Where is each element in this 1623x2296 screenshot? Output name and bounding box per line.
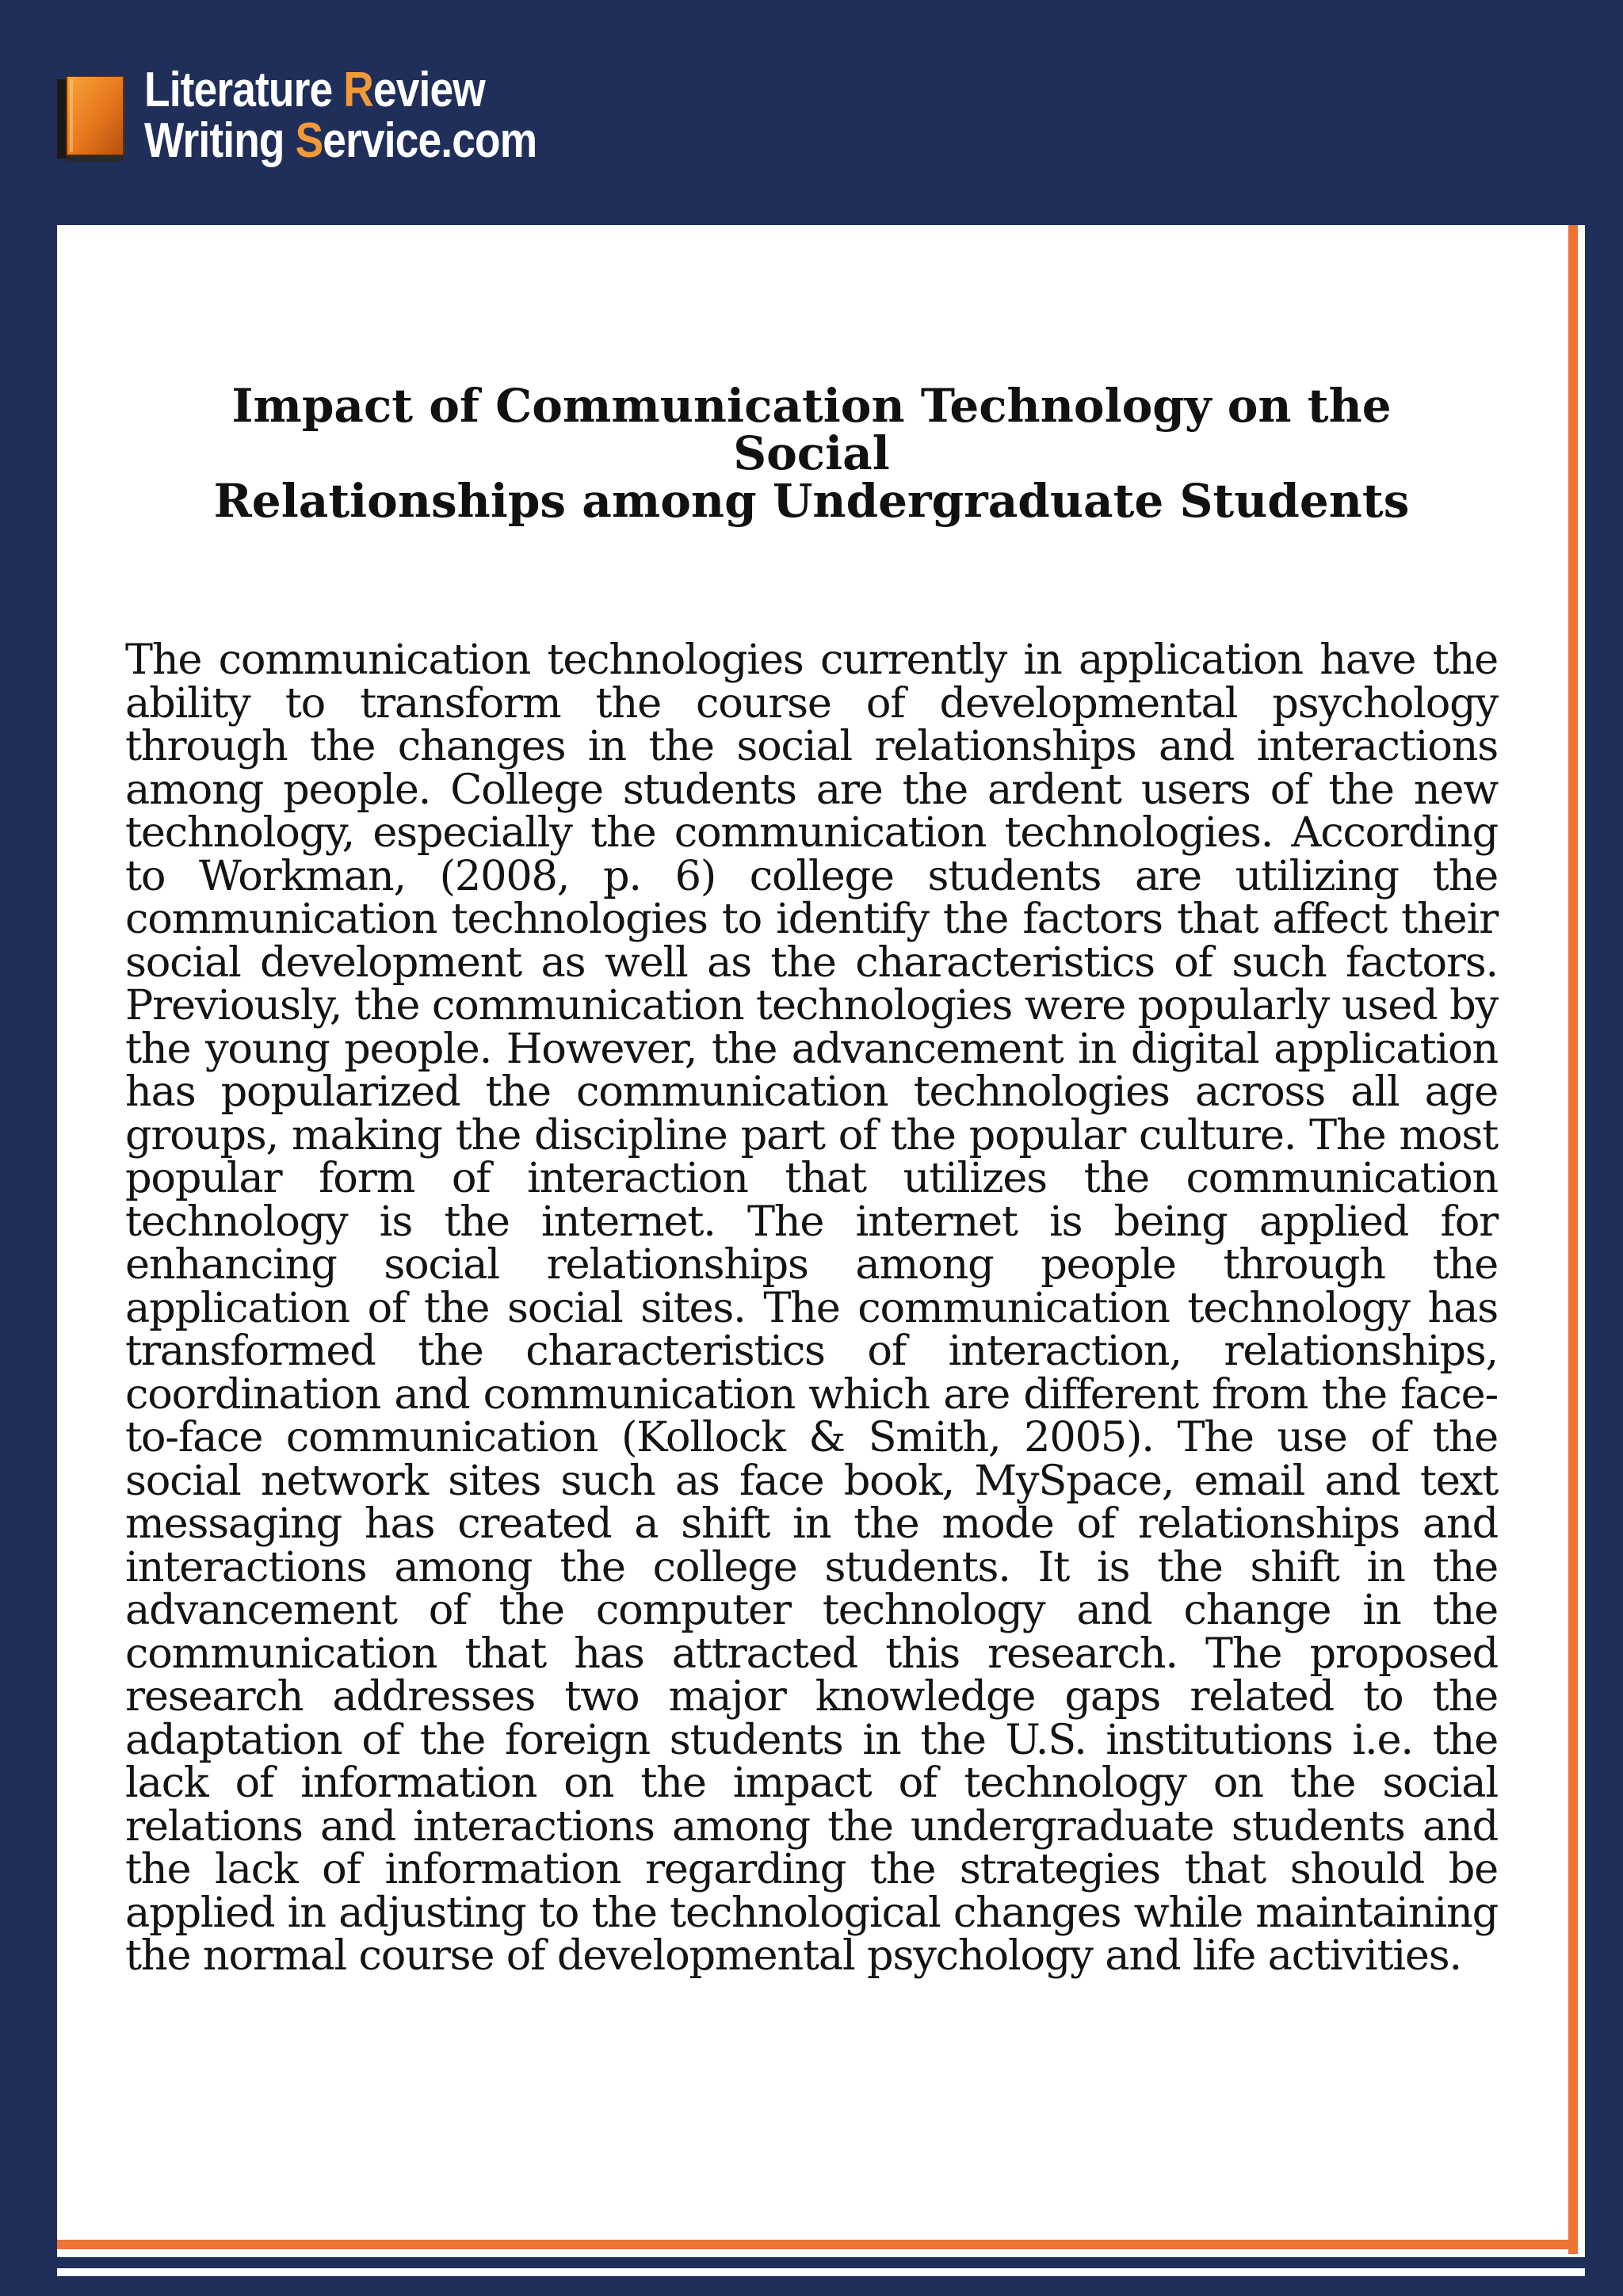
- body-paragraph: The communication technologies currently in application have the ability to transform the course of developmental psychology through the changes in the social relationships and interactions among people. College students are the ardent users of the new technology, especially the communication technologies. According to Workman, (2008, p. 6) college students are utilizing the communication technologies to identify the factors that affect their social development as well as the characteristics of such factors. Previously, the communication technologies were popularly used by the young people. However, the advancement in digital application has popularized the communication technologies across all age groups, making the discipline part of the popular culture. The most popular form of interaction that utilizes the communication technology is the internet. The internet is being applied for enhancing social relationships among people through the application of the social sites. The communication technology has transformed the characteristics of interaction, relationships, coordination and communication which are different from the face-to-face communication (Kollock & Smith, 2005). The use of the social network sites such as face book, MySpace, email and text messaging has created a shift in the mode of relationships and interactions among the college students. It is the shift in the advancement of the computer technology and change in the communication that has attracted this research. The proposed research addresses two major knowledge gaps related to the adaptation of the foreign students in the U.S. institutions i.e. the lack of information on the impact of technology on the social relations and interactions among the undergraduate students and the lack of information regarding the strategies that should be applied in adjusting to the technological changes while maintaining the normal course of developmental psychology and life activities.: [125, 636, 1498, 1980]
- brand-logo[interactable]: [55, 62, 547, 173]
- brand-line-2: Writing Service.com: [144, 113, 537, 168]
- brand-line-1: Literature Review: [144, 63, 485, 117]
- bottom-accent-line: [57, 2240, 1578, 2249]
- document-title: [158, 379, 1465, 528]
- bottom-inner-border: [57, 2257, 1598, 2268]
- bottom-border: [0, 2276, 1623, 2296]
- left-border: [0, 0, 57, 2296]
- right-inner-border: [1585, 225, 1598, 2276]
- right-accent-line: [1568, 225, 1578, 2254]
- title-line-2: Relationships among Undergraduate Students: [213, 474, 1410, 528]
- book-icon: [55, 76, 125, 162]
- title-line-1: Impact of Communication Technology on the Social: [231, 379, 1392, 480]
- right-border: [1598, 0, 1623, 2296]
- brand-name: [144, 65, 537, 166]
